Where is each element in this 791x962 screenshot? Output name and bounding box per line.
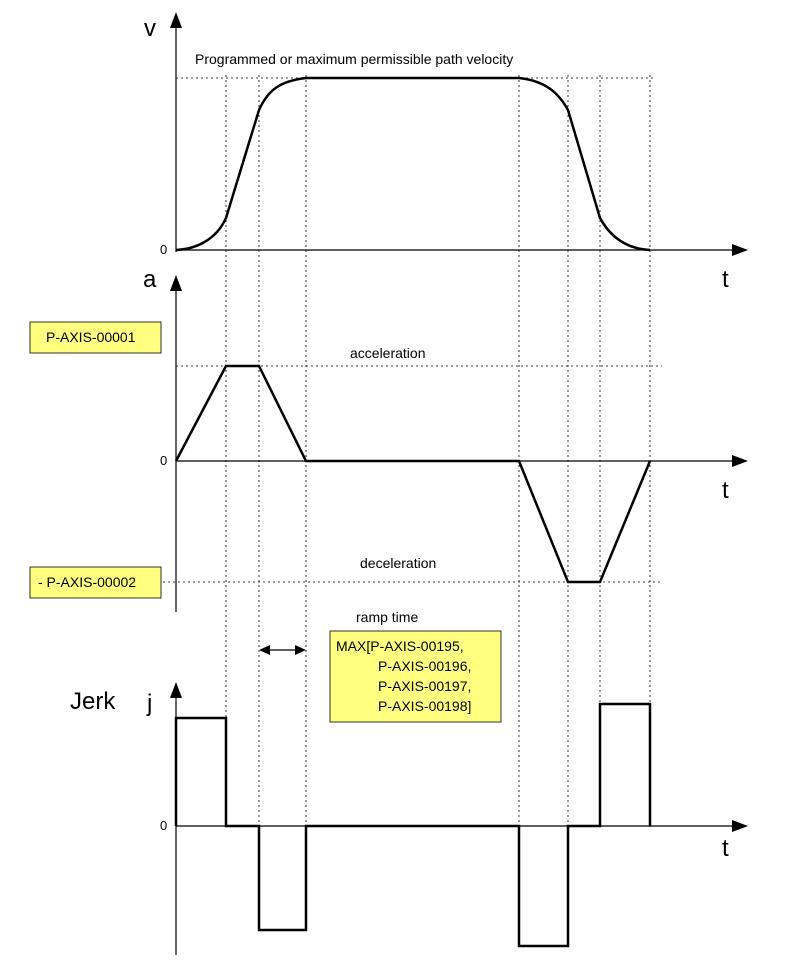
ramp-time-annotation	[259, 609, 501, 722]
jerk-y-arrowhead	[170, 682, 182, 698]
velocity-curve	[176, 78, 650, 250]
ramp-time-line-2: P-AXIS-00196,	[378, 658, 472, 674]
jerk-y-label: j	[147, 690, 153, 717]
ramp-time-label: ramp time	[356, 609, 419, 625]
velocity-zero-label: 0	[160, 242, 168, 257]
acceleration-y-arrowhead	[170, 275, 182, 291]
ramp-time-line-3: P-AXIS-00197,	[378, 678, 472, 694]
velocity-x-label: t	[722, 266, 729, 293]
accel-param-box	[30, 322, 161, 353]
jerk-x-arrowhead	[732, 820, 748, 832]
velocity-y-arrowhead	[170, 12, 182, 28]
velocity-y-label: v	[144, 15, 156, 42]
acceleration-curve	[176, 366, 650, 582]
decel-param-text: - P-AXIS-00002	[38, 574, 137, 590]
ramp-time-arrow-left	[259, 645, 270, 655]
jerk-zero-label: 0	[160, 818, 168, 833]
acceleration-chart	[30, 266, 748, 612]
accel-param-text: P-AXIS-00001	[46, 329, 136, 345]
deceleration-label: deceleration	[360, 555, 437, 571]
jerk-title: Jerk	[70, 688, 116, 715]
velocity-x-arrowhead	[732, 244, 748, 256]
acceleration-zero-label: 0	[160, 453, 168, 468]
jerk-curve	[176, 704, 650, 946]
jerk-x-label: t	[722, 835, 729, 862]
ramp-time-line-1: MAX[P-AXIS-00195,	[336, 638, 464, 654]
decel-param-box	[30, 567, 161, 598]
ramp-time-arrow-right	[295, 645, 306, 655]
acceleration-x-label: t	[722, 477, 729, 504]
acceleration-y-label: a	[143, 266, 157, 293]
acceleration-label: acceleration	[350, 345, 426, 361]
ramp-time-line-4: P-AXIS-00198]	[378, 698, 472, 714]
acceleration-x-arrowhead	[732, 455, 748, 467]
jerk-chart	[70, 682, 748, 955]
max-velocity-label: Programmed or maximum permissible path velocity	[195, 51, 514, 67]
